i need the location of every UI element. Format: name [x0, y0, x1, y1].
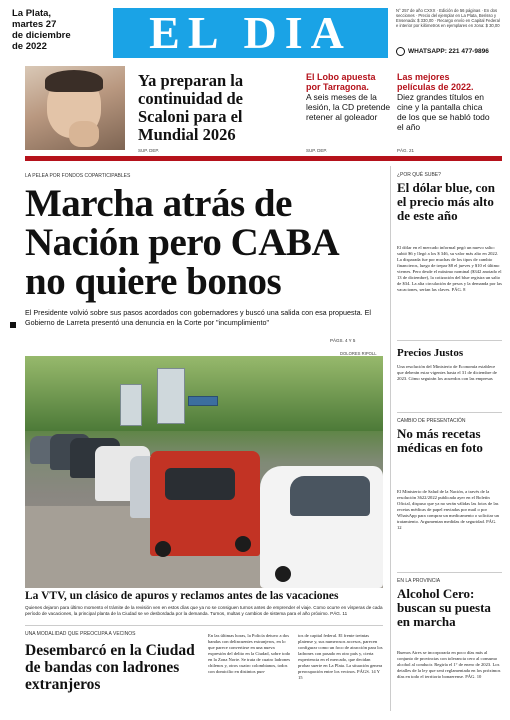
dollar-story-title[interactable]: El dólar blue, con el precio más alto de este año — [397, 180, 496, 223]
bottom-story-column-1: En las últimas horas, la Policía detuvo a dos bandas con delincuentes extranjeros, en lo que parece convertirse en una nueva expresión del delito en la Ciudad, sobre todo en la Zona Norte. Se trata de cuatro ladrones chilenos y, otros cuatro colombianos, todos con domicilio en distintos pun- — [208, 633, 291, 674]
whatsapp-contact[interactable] — [396, 47, 506, 56]
recetas-story-kicker: CAMBIO DE PRESENTACIÓN — [397, 418, 466, 424]
alcohol-story-body: Buenos Aires se incorporaría en poco días más al conjunto de provincias con tolerancia cero al consumo alcohol al conducir. Regiría el 1° de enero de 2023. Los detalles de la ley que será reglamentada en los próximos días en todo el territorio bonaerense. PÁG. 10 — [397, 650, 501, 679]
main-page-ref: PÁGS. 4 Y 5 — [330, 338, 356, 343]
masthead-info: N° 257 de año CXXX · Edición de 56 páginas · En dos secciones · Precio del ejemplar en La Plata, Berisso y Ensenada: $ 330,00 · Recargo envío en Capital Federal e interior por kilómetros en ejemplares en zona: $ 30,00 — [396, 8, 500, 28]
top-story-title[interactable]: Ya preparan la continuidad de Scaloni para el Mundial 2026 — [138, 71, 244, 144]
photo-caption-body: Quienes dejaron para último momento el trámite de la revisión ven en estos días que ya no se consiguen turnos antes de emprender el viaje. Como ocurre en vísperas de cada período de vacaciones, la principal planta de la Ciudad se ve desbordada por la demanda. Turnos, multas y cambios de sistema para el año próximo. PÁG. 11 — [25, 605, 383, 616]
bottom-divider — [25, 625, 383, 626]
precios-story-title[interactable]: Precios Justos — [397, 347, 464, 359]
main-story-kicker: LA PELEA POR FONDOS COPARTICIPABLES — [25, 173, 131, 179]
main-headline[interactable]: Marcha atrás de Nación pero CABA no quiere bonos — [25, 182, 337, 303]
edition-date — [12, 8, 102, 52]
newspaper-logo: EL DIA — [113, 8, 388, 58]
alcohol-story-title[interactable]: Alcohol Cero: buscan su puesta en marcha — [397, 586, 491, 629]
gimnasia-story-section: SUP. DEP. — [306, 148, 328, 153]
margin-marker — [10, 322, 16, 328]
column-divider — [390, 166, 391, 711]
vtv-queue-photo — [25, 356, 383, 588]
dollar-story-body: El dólar en el mercado informal pegó un nuevo salto: subió $6 y llegó a los $ 346, su valor más alto en 2022. La disparada fue por muchas de los tipos de cambio financieros, luego de trepar $8 el jueves y $10 el último viernes. Pero desde el máximo nominal ($342 anotado el 13 de diciembre), la cotización del blue registra un salto de $34. La alta circulación de pesos y la demanda por las vacaciones, serían las claves. PÁG. 8 — [397, 245, 502, 292]
gimnasia-story-kicker[interactable]: El Lobo apuesta por Tarragona. — [306, 72, 376, 92]
main-lede: El Presidente volvió sobre sus pasos acordados con gobernadores y buscó una salida con esa propuesta. El Gobierno de Larreta presentó una denuncia en la Corte por "incumplimiento" — [25, 308, 372, 327]
dollar-story-kicker: ¿POR QUÉ SUBE? — [397, 172, 441, 178]
bottom-story-kicker: UNA MODALIDAD QUE PREOCUPA A VECINOS — [25, 631, 136, 637]
gimnasia-story-body: A seis meses de la lesión, la CD pretende retener al goleador — [306, 92, 391, 122]
scaloni-photo — [25, 66, 125, 150]
bottom-story-column-2: tos de capital federal. El frente treintas platense y, sus numerosos accesos, parecen configurar como un foco de atracción para los ladrones con pasado en otro país y, cierta experiencia en el mercado, que decidan probar suerte en La Plata. La situación genera preocupación entre los vecinos. PÁGS. 14 Y 15 — [298, 633, 383, 680]
movies-story-kicker[interactable]: Las mejores películas de 2022. — [397, 72, 474, 92]
date-line-2: de diciembre — [12, 30, 71, 41]
top-story-section: SUP. DEP. — [138, 148, 160, 153]
movies-story-section: PÁG. 21 — [397, 148, 415, 153]
recetas-story-title[interactable]: No más recetas médicas en foto — [397, 426, 483, 455]
right-divider-3 — [397, 572, 502, 573]
whatsapp-number: WHATSAPP: 221 477-9896 — [408, 48, 489, 55]
recetas-story-body: El Ministerio de Salud de la Nación, a través de la resolución 3622/2022 publicada ayer en el Boletín Oficial, dispuso que ya no serán válidas las fotos de las recetas médicas de papel enviadas por mail o por WhatsApp para comprar un medicamento o solicitar un tratamiento. Argumentan medidas de seguridad. PÁG. 12 — [397, 489, 499, 530]
date-line-3: de 2022 — [12, 41, 47, 52]
precios-story-body: Una resolución del Ministerio de Economía establece que deberán estar vigentes hasta el 31 de diciembre de 2023. Cómo seguirán los acuerdos con las empresas — [397, 364, 497, 381]
movies-story-body: Diez grandes títulos en cine y la pantalla chica de los que se habló todo el año — [397, 92, 490, 132]
date-line-1: martes 27 — [12, 19, 57, 30]
right-divider-1 — [397, 340, 502, 341]
whatsapp-icon — [396, 47, 405, 56]
photo-credit: DOLORES RIPOLL — [340, 351, 377, 356]
city-name: La Plata, — [12, 8, 52, 19]
section-divider — [25, 156, 502, 161]
photo-caption-title[interactable]: La VTV, un clásico de apuros y reclamos antes de las vacaciones — [25, 590, 339, 602]
right-divider-2 — [397, 412, 502, 413]
alcohol-story-kicker: EN LA PROVINCIA — [397, 578, 441, 584]
bottom-story-title[interactable]: Desembarcó en la Ciudad de bandas con ladrones extranjeros — [25, 642, 195, 693]
